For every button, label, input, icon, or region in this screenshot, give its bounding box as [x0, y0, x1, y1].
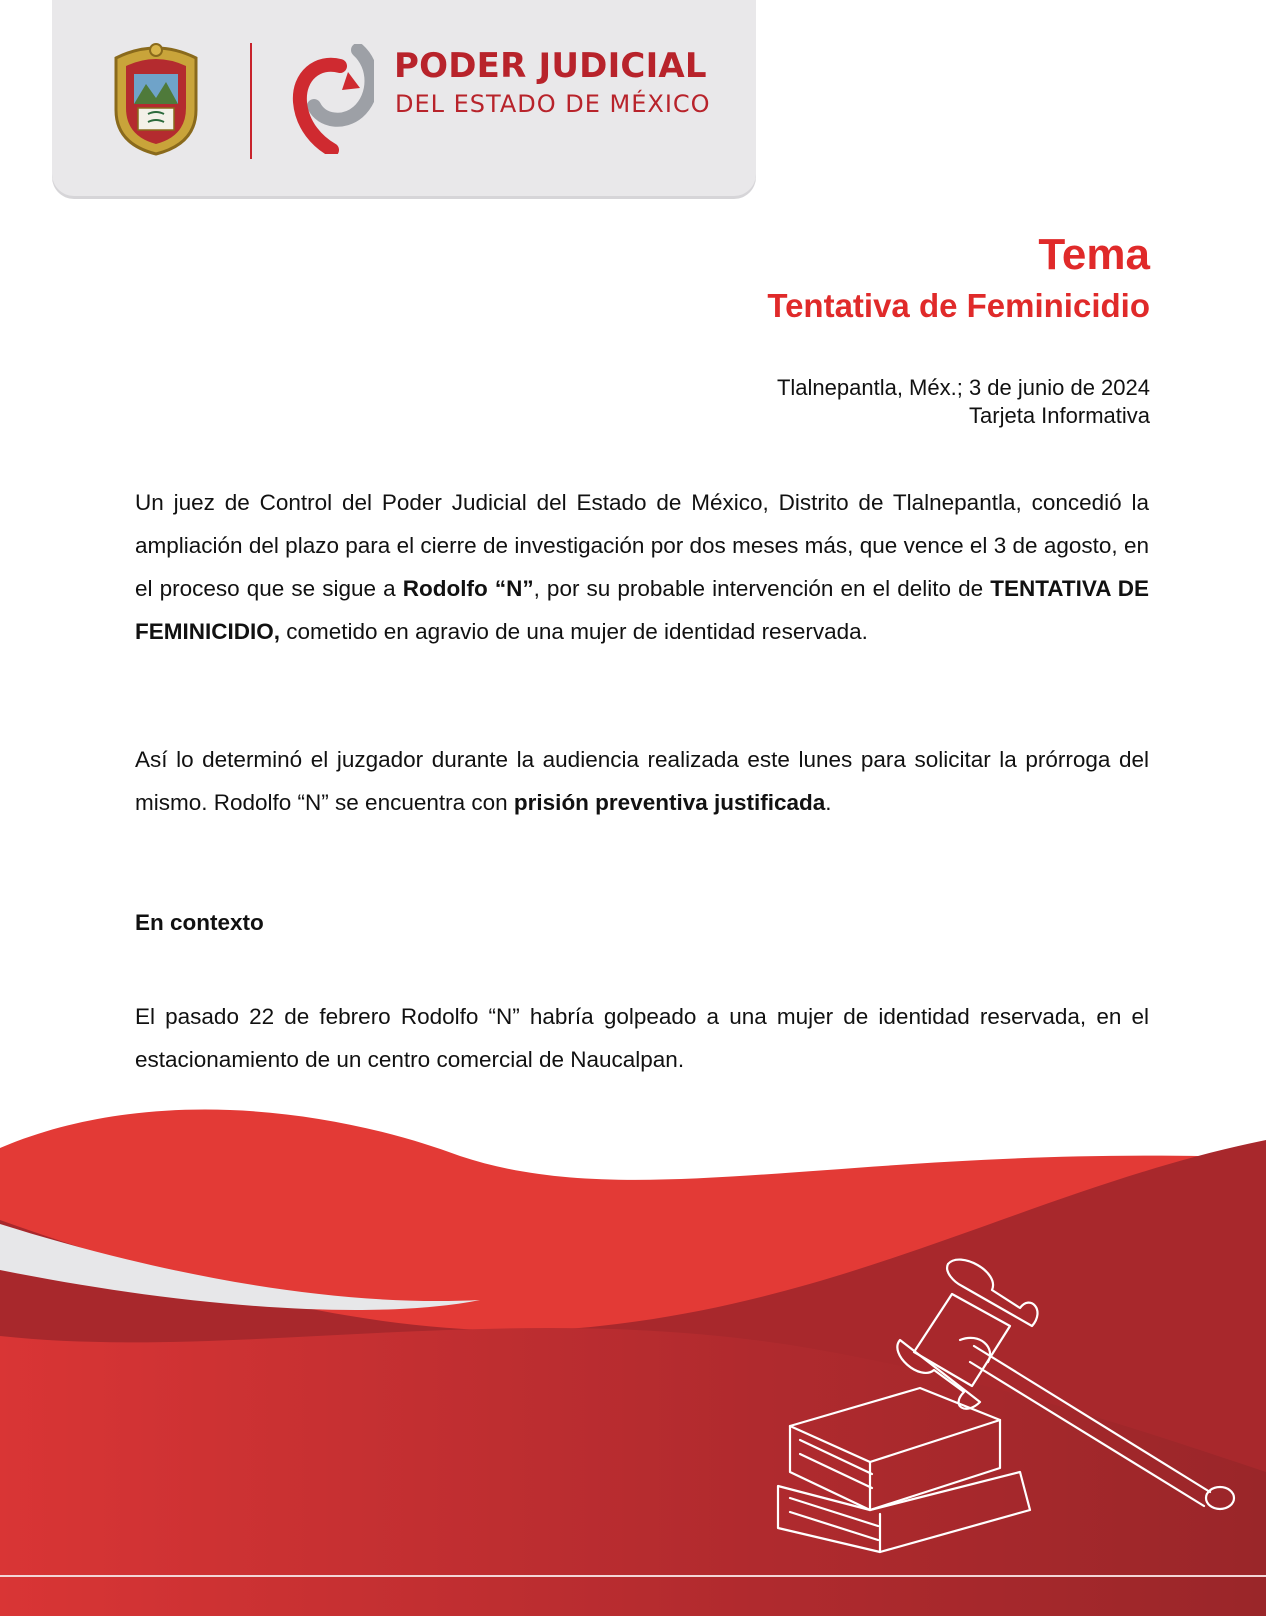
footer-waves	[0, 1100, 1266, 1616]
institution-title: PODER JUDICIAL	[394, 46, 707, 86]
dateline	[777, 374, 1150, 430]
p2-text-a: Así lo determinó el juzgador durante la audiencia realizada este lunes para solicitar la prórroga del mismo. Rodolfo “N” se encuentra con	[135, 747, 1149, 815]
topic-title: Tentativa de Feminicidio	[767, 287, 1150, 324]
place-date: Tlalnepantla, Méx.; 3 de junio de 2024	[776, 375, 1150, 400]
p2-text-c: .	[825, 790, 832, 815]
p1-crime: TENTATIVA DE FEMINICIDIO,	[135, 576, 1149, 644]
institution-subtitle: DEL ESTADO DE MÉXICO	[395, 90, 711, 118]
paragraph-3: El pasado 22 de febrero Rodolfo “N” habría golpeado a una mujer de identidad reservada, en el estacionamiento de un centro comercial de Naucalpan.	[135, 1004, 1149, 1072]
p1-text-c: , por su probable intervención en el delito de	[533, 576, 991, 601]
p1-text-a: Un juez de Control del Poder Judicial del Estado de México, Distrito de Tlalnepantla, concedió la ampliación del plazo para el cierre de investigación por dos meses más, que vence el 3 de agosto, en el proceso que se sigue a	[135, 490, 1149, 601]
estado-de-mexico-seal-icon	[108, 40, 204, 156]
poder-judicial-swirl-icon	[288, 44, 374, 154]
document-type: Tarjeta Informativa	[969, 403, 1150, 428]
header-card	[52, 0, 756, 196]
paragraph-2	[135, 738, 1149, 824]
header-divider	[250, 43, 252, 159]
paragraph-1	[135, 481, 1149, 653]
section-heading: En contexto	[135, 910, 264, 935]
p1-text-e: cometido en agravio de una mujer de identidad reservada.	[280, 619, 868, 644]
p1-defendant: Rodolfo “N”	[402, 576, 534, 601]
topic-label: Tema	[1038, 230, 1150, 279]
p2-measure: prisión preventiva justificada	[513, 790, 826, 815]
